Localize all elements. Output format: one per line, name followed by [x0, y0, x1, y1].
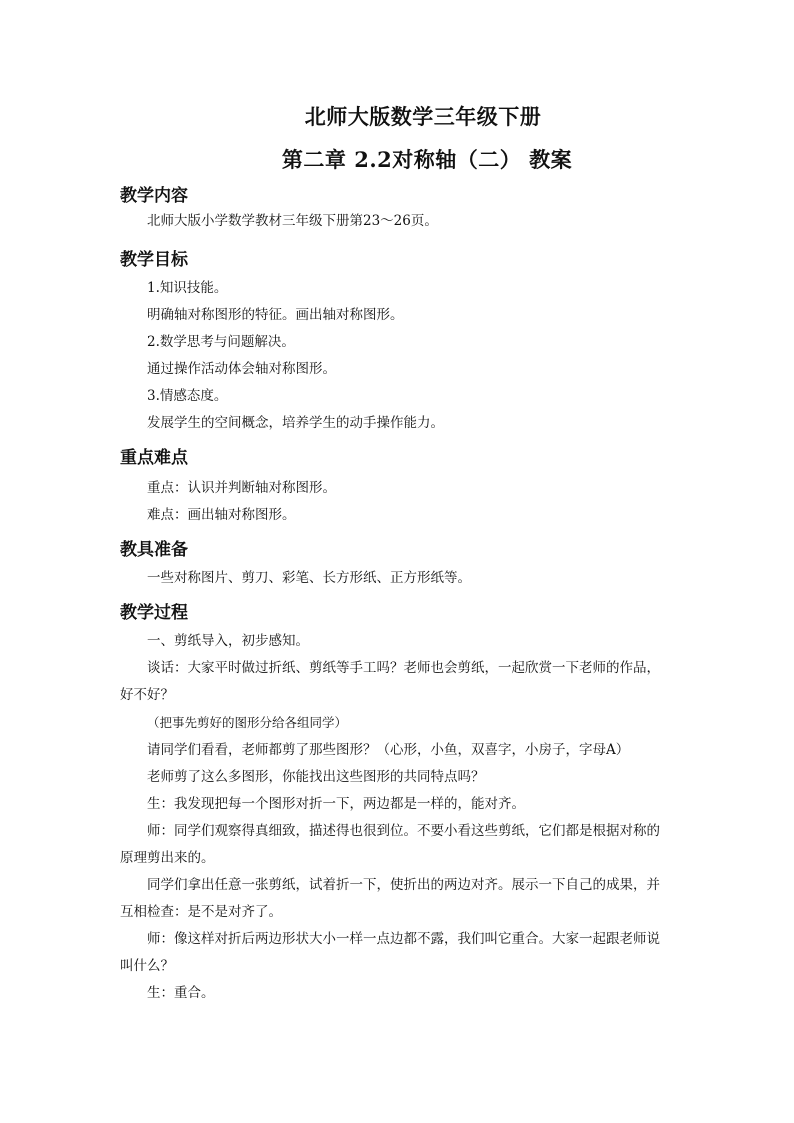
paragraph: 1.知识技能。 [147, 280, 228, 296]
paragraph: 生：我发现把每一个图形对折一下，两边都是一样的，能对齐。 [147, 796, 525, 812]
paragraph: 2.数学思考与问题解决。 [147, 334, 295, 350]
paragraph: 一、剪纸导入，初步感知。 [147, 633, 309, 649]
paragraph: （把事先剪好的图形分给各组同学） [147, 715, 348, 730]
paragraph: 谈话：大家平时做过折纸、剪纸等手工吗？老师也会剪纸，一起欣赏一下老师的作品， [147, 660, 660, 676]
section-heading-key-points: 重点难点 [120, 448, 188, 468]
paragraph: 请同学们看看，老师都剪了那些图形？（心形，小鱼，双喜字，小房子，字母A） [147, 742, 630, 758]
section-heading-goals: 教学目标 [120, 250, 188, 270]
paragraph: 同学们拿出任意一张剪纸，试着折一下，使折出的两边对齐。展示一下自己的成果，并 [147, 877, 660, 893]
paragraph: 难点：画出轴对称图形。 [147, 507, 296, 523]
paragraph: 互相检查：是不是对齐了。 [120, 904, 282, 920]
paragraph: 一些对称图片、剪刀、彩笔、长方形纸、正方形纸等。 [147, 570, 471, 586]
document-subtitle: 第二章 2.2对称轴（二） 教案 [281, 147, 573, 172]
paragraph: 老师剪了这么多图形，你能找出这些图形的共同特点吗？ [147, 769, 485, 785]
section-heading-content: 教学内容 [120, 186, 188, 206]
paragraph: 生：重合。 [147, 985, 215, 1001]
paragraph: 重点：认识并判断轴对称图形。 [147, 480, 336, 496]
paragraph: 3.情感态度。 [147, 388, 228, 404]
paragraph: 好不好？ [120, 687, 174, 703]
paragraph: 原理剪出来的。 [120, 850, 215, 866]
paragraph: 师：同学们观察得真细致，描述得也很到位。不要小看这些剪纸，它们都是根据对称的 [147, 823, 660, 839]
paragraph: 叫什么？ [120, 958, 174, 974]
paragraph: 明确轴对称图形的特征。画出轴对称图形。 [147, 307, 404, 323]
paragraph: 师：像这样对折后两边形状大小一样一点边都不露，我们叫它重合。大家一起跟老师说 [147, 931, 660, 947]
document-title: 北师大版数学三年级下册 [304, 104, 542, 129]
paragraph: 北师大版小学数学教材三年级下册第23～26页。 [147, 213, 438, 229]
section-heading-tools: 教具准备 [120, 540, 188, 560]
paragraph: 通过操作活动体会轴对称图形。 [147, 361, 336, 377]
section-heading-process: 教学过程 [120, 603, 188, 623]
paragraph: 发展学生的空间概念，培养学生的动手操作能力。 [147, 415, 444, 431]
